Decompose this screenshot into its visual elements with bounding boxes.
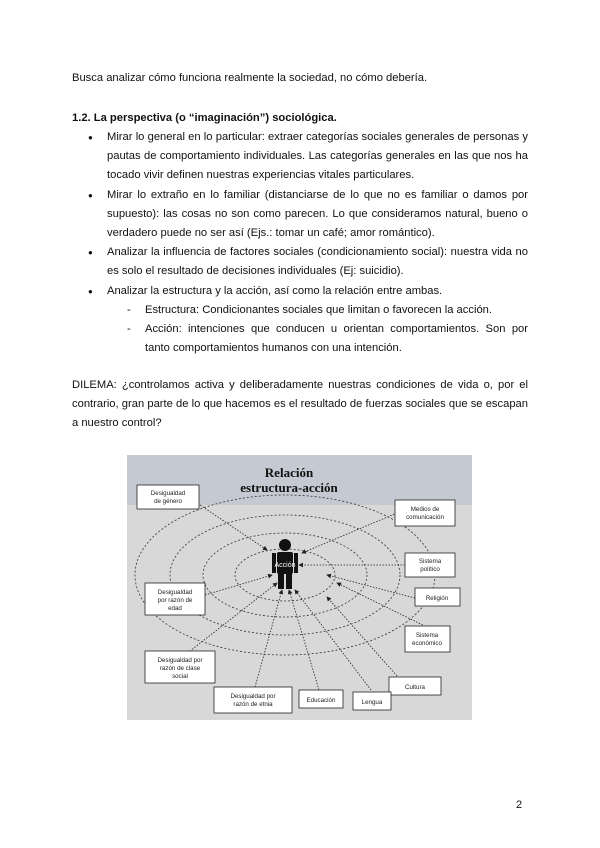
box-label: Desigualdad: [150, 490, 186, 497]
bullet-item: [72, 186, 528, 244]
box-label: político: [420, 566, 440, 573]
bullet-text: Mirar lo extraño en lo familiar (distanciarse de lo que no es familiar o damos por supuesto): las cosas no son como parecen. Lo que consideramos natural, bueno o verdadero puede no ser así (Ejs.: tomar un café; amor romántico).: [107, 188, 528, 240]
structure-action-diagram: [127, 455, 472, 720]
box-label: social: [172, 673, 188, 680]
sub-bullet-list: [107, 301, 528, 359]
box-sistema-politico: [405, 553, 455, 577]
intro-text: Busca analizar cómo funciona realmente la sociedad, no cómo debería.: [72, 72, 428, 84]
box-lengua: [353, 692, 391, 710]
box-label: económico: [412, 640, 442, 647]
box-medios: [395, 500, 455, 526]
box-label: Desigualdad por: [230, 693, 276, 700]
section-heading: 1.2. La perspectiva (o “imaginación”) sociológica.: [72, 112, 337, 124]
bullet-text: Analizar la estructura y la acción, así como la relación entre ambas.: [107, 284, 443, 297]
bullet-text: Analizar la influencia de factores sociales (condicionamiento social): nuestra vida no es solo el resultado de decisiones individuales (Ej: suicidio).: [107, 246, 528, 278]
box-label: Sistema: [418, 558, 442, 565]
bullet-item: [72, 128, 528, 186]
box-label: razón de etnia: [233, 701, 273, 708]
box-label: Sistema: [415, 632, 439, 639]
box-religion: [415, 588, 460, 606]
sub-bullet-text: Estructura: Condicionantes sociales que limitan o favorecen la acción.: [145, 303, 492, 316]
box-label: Cultura: [405, 684, 425, 691]
box-label: razón de clase: [159, 665, 201, 672]
box-label: edad: [168, 605, 182, 612]
box-edad: [145, 583, 205, 615]
box-educacion: [299, 690, 343, 708]
box-label: por razón de: [157, 597, 193, 604]
box-label: Desigualdad por: [157, 657, 203, 664]
diagram-title: estructura-acción: [240, 480, 338, 495]
sub-bullet-text: Acción: intenciones que conducen u orientan comportamientos. Son por tanto comportamientos humanos con una intención.: [145, 323, 528, 355]
sub-bullet-item: [72, 301, 528, 320]
page-number: 2: [516, 799, 523, 811]
box-etnia: [214, 687, 292, 713]
box-cultura: [389, 677, 441, 695]
box-clase: [145, 651, 215, 683]
box-label: Religión: [425, 595, 449, 602]
box-label: Medios de: [410, 506, 440, 513]
box-label: Desigualdad: [157, 589, 193, 596]
dilema-paragraph: DILEMA: ¿controlamos activa y deliberadamente nuestras condiciones de vida o, por el contrario, gran parte de lo que hacemos es el resultado de fuerzas sociales que se escapan a nuestro control?: [72, 379, 528, 430]
box-genero: [137, 485, 199, 509]
box-label: Educación: [306, 697, 336, 704]
box-label: de género: [154, 498, 182, 505]
box-label: Lengua: [361, 699, 383, 706]
diagram-title: Relación: [264, 465, 314, 480]
bullet-list: [72, 128, 528, 358]
bullet-item: [72, 243, 528, 281]
box-label: comunicación: [406, 514, 444, 521]
center-label: Acción: [274, 562, 296, 569]
bullet-item: [72, 282, 528, 359]
sub-bullet-item: [72, 320, 528, 358]
bullet-text: Mirar lo general en lo particular: extraer categorías sociales generales de personas y pautas de comportamiento individuales. Las categorías generales en las que nos ha tocado vivir definen nuestras experiencias vitales particulares.: [107, 131, 528, 182]
box-sistema-economico: [405, 626, 450, 652]
